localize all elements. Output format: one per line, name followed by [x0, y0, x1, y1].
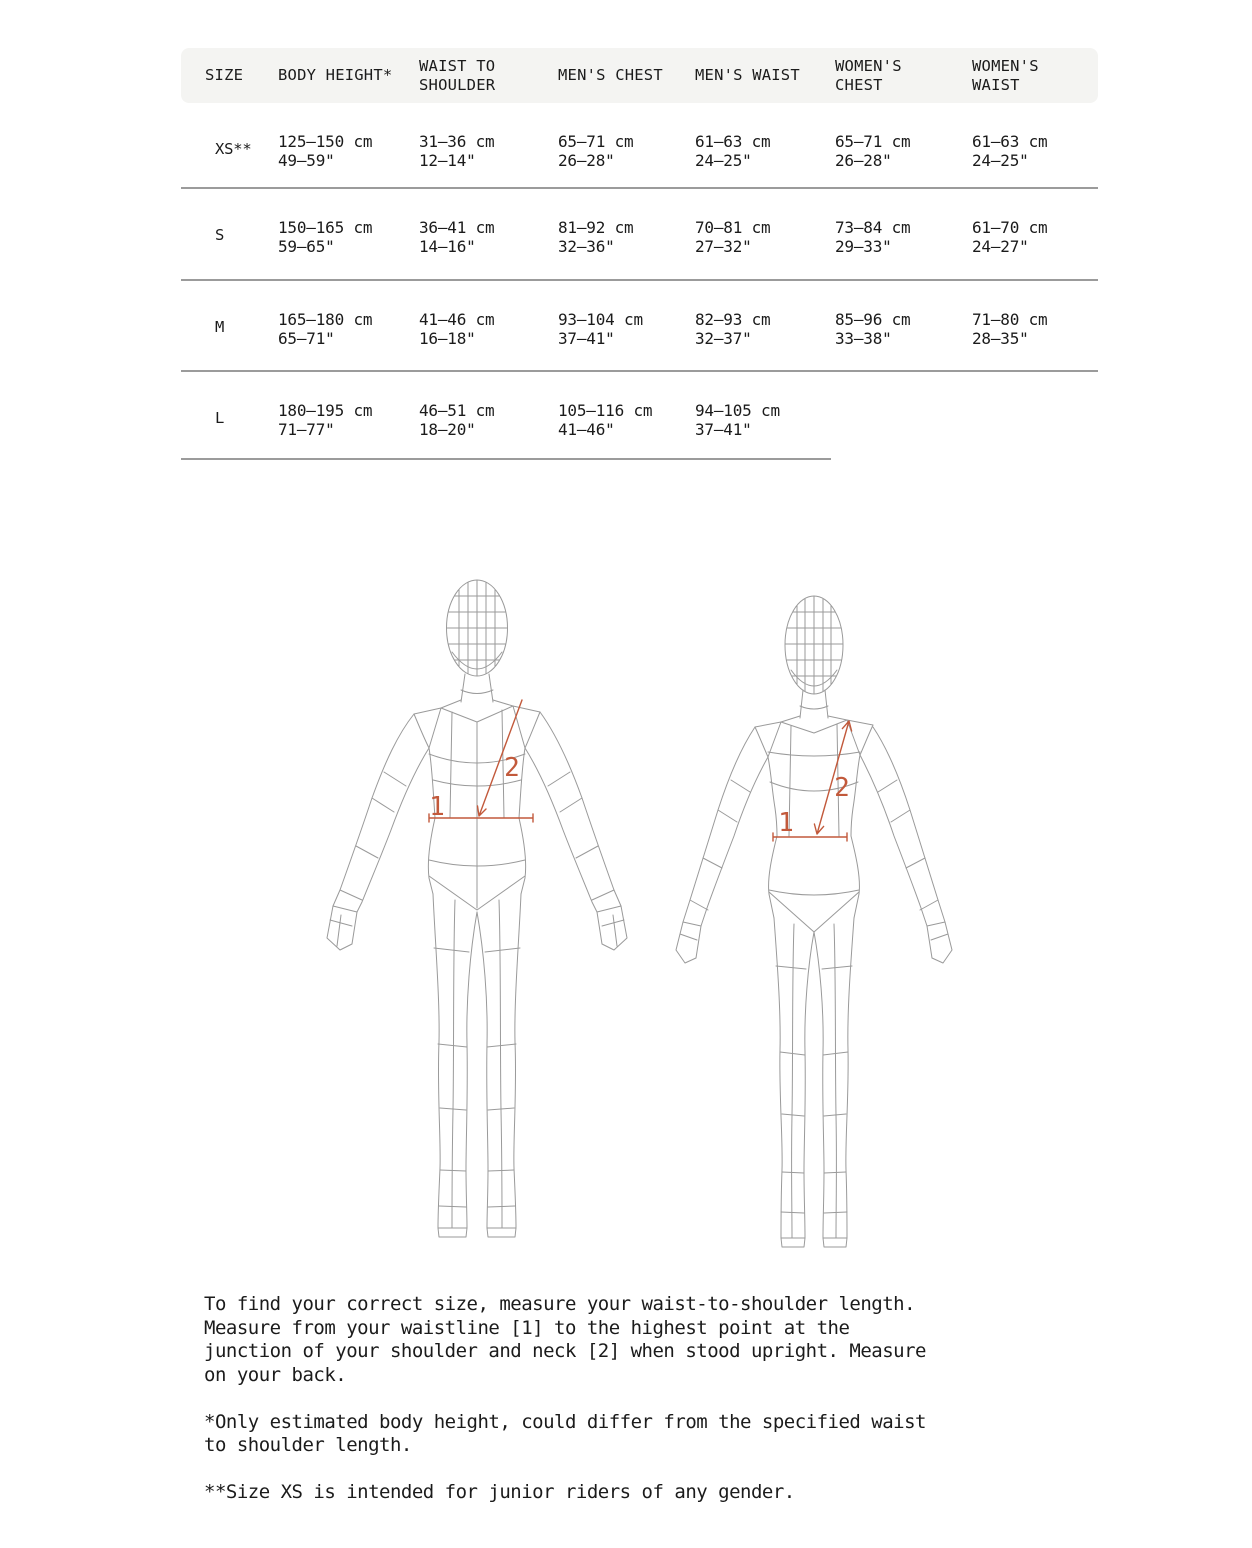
cell-womens-chest — [835, 402, 972, 460]
cell-mens-chest: 93–104 cm 37–41" — [558, 310, 643, 348]
body-height-footnote: *Only estimated body height, could differ from the specified waist to shoulder length. — [204, 1410, 926, 1456]
cell-waist-to-shoulder: 41–46 cm 16–18" — [419, 310, 495, 348]
figures-svg — [300, 540, 1000, 1260]
table-row-l — [181, 372, 1098, 460]
size-table — [181, 48, 1098, 460]
column-header-womens-chest: WOMEN'S CHEST — [835, 56, 902, 94]
size-label: L — [215, 409, 225, 427]
male-measurement-label-2: 2 — [504, 753, 520, 783]
cell-body-height: 125–150 cm 49–59" — [278, 132, 373, 170]
cell-waist-to-shoulder: 36–41 cm 14–16" — [419, 218, 495, 256]
cell-mens-waist: 61–63 cm 24–25" — [695, 132, 771, 170]
column-header-womens-waist: WOMEN'S WAIST — [972, 56, 1039, 94]
cell-mens-waist: 82–93 cm 32–37" — [695, 310, 771, 348]
column-header-mens-waist: MEN'S WAIST — [695, 66, 800, 84]
male-measurements — [429, 700, 533, 822]
male-left-leg — [433, 894, 477, 1237]
size-table-header — [181, 48, 1098, 103]
column-header-waist-to-shoulder: WAIST TO SHOULDER — [419, 56, 496, 94]
female-measurements — [773, 721, 852, 841]
column-header-body-height: BODY HEIGHT* — [278, 66, 393, 84]
column-header-size: SIZE — [205, 66, 244, 84]
cell-mens-chest: 65–71 cm 26–28" — [558, 132, 634, 170]
xs-size-footnote: **Size XS is intended for junior riders of any gender. — [204, 1481, 795, 1503]
cell-body-height: 180–195 cm 71–77" — [278, 401, 373, 439]
female-left-leg — [774, 918, 814, 1247]
male-figure-wireframe — [327, 580, 627, 1237]
cell-body-height: 150–165 cm 59–65" — [278, 218, 373, 256]
female-left-arm — [676, 727, 768, 963]
male-head — [446, 580, 508, 676]
male-measurement-label-1: 1 — [429, 792, 445, 822]
cell-womens-chest: 85–96 cm 33–38" — [835, 310, 911, 348]
table-row-m — [181, 281, 1098, 372]
cell-mens-waist: 70–81 cm 27–32" — [695, 218, 771, 256]
table-row-xs — [181, 103, 1098, 189]
male-left-arm — [327, 714, 429, 950]
column-header-mens-chest: MEN'S CHEST — [558, 66, 663, 84]
female-figure-wireframe — [676, 596, 952, 1247]
size-label: S — [215, 226, 225, 244]
female-right-leg — [814, 918, 854, 1247]
measurement-figures — [300, 540, 1000, 1260]
cell-waist-to-shoulder: 46–51 cm 18–20" — [419, 401, 495, 439]
cell-mens-waist: 94–105 cm 37–41" — [695, 401, 780, 439]
female-torso — [755, 720, 873, 932]
cell-mens-chest: 81–92 cm 32–36" — [558, 218, 634, 256]
cell-mens-chest: 105–116 cm 41–46" — [558, 401, 653, 439]
female-right-arm — [860, 727, 952, 963]
table-row-s — [181, 189, 1098, 281]
cell-womens-chest: 73–84 cm 29–33" — [835, 218, 911, 256]
cell-womens-waist: 71–80 cm 28–35" — [972, 310, 1048, 348]
male-right-leg — [477, 894, 521, 1237]
cell-womens-waist: 61–70 cm 24–27" — [972, 218, 1048, 256]
size-label: M — [215, 318, 225, 336]
cell-womens-waist: 61–63 cm 24–25" — [972, 132, 1048, 170]
size-label: XS** — [215, 140, 252, 158]
male-right-arm — [525, 712, 627, 950]
female-measurement-label-2: 2 — [834, 773, 850, 803]
cell-womens-waist — [972, 402, 1098, 460]
female-measurement-label-1: 1 — [778, 808, 794, 838]
cell-body-height: 165–180 cm 65–71" — [278, 310, 373, 348]
table-bottom-divider — [181, 458, 831, 460]
cell-womens-chest: 65–71 cm 26–28" — [835, 132, 911, 170]
female-head — [785, 596, 843, 694]
cell-waist-to-shoulder: 31–36 cm 12–14" — [419, 132, 495, 170]
how-to-measure-paragraph: To find your correct size, measure your waist-to-shoulder length. Measure from your waistline [1] to the highest point at the junction of your shoulder and neck [2] when stood upright. Measure on your back. — [204, 1293, 926, 1386]
notes-section — [204, 1293, 926, 1505]
